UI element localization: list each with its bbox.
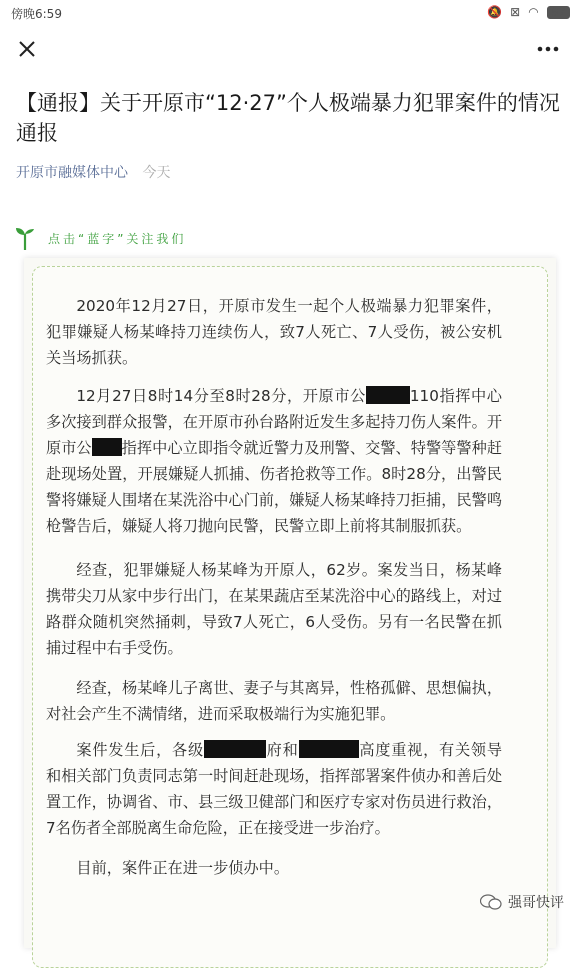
paragraph-5 (46, 737, 502, 841)
paragraph-2-part-c: 指挥中心立即指令就近警力及刑警、交警、特警等警种赶赴现场处置，开展嫌疑人抓捕、伤者抢救等工作。8时28分，出警民警将嫌疑人围堵在某洗浴中心门前，嫌疑人杨某峰持刀拒捕，民警鸣枪警告后，嫌疑人将刀抛向民警，民警立即上前将其制服抓获。 (46, 439, 503, 535)
follow-banner[interactable] (14, 226, 186, 250)
paragraph-5-part-b: 府和 (265, 741, 299, 759)
paragraph-5-part-a: 案件发生后，各级 (76, 741, 204, 759)
paragraph-1: 2020年12月27日，开原市发生一起个人极端暴力犯罪案件，犯罪嫌疑人杨某峰持刀连续伤人，致7人死亡、7人受伤，被公安机关当场抓获。 (46, 297, 502, 367)
redaction-block (299, 740, 359, 758)
redaction-block (92, 438, 122, 456)
wechat-icon (480, 894, 502, 910)
status-icons (487, 5, 570, 19)
author-link[interactable]: 开原市融媒体中心 (16, 165, 128, 181)
redaction-block (204, 740, 266, 758)
status-time: 傍晚6:59 (11, 7, 62, 21)
paragraph-3: 经查，犯罪嫌疑人杨某峰为开原人，62岁。案发当日，杨某峰携带尖刀从家中步行出门，在某果蔬店至某洗浴中心的路线上，对过路群众随机突然捅刺，导致7人死亡，6人受伤。另有一名民警在抓捕过程中右手受伤。 (46, 561, 502, 657)
battery-indicator: 97 (547, 6, 570, 19)
status-bar (0, 0, 580, 26)
paragraph-2-part-a: 12月27日8时14分至8时28分，开原市公 (76, 387, 366, 405)
more-button[interactable] (534, 38, 562, 60)
article-title: 【通报】关于开原市“12·27”个人极端暴力犯罪案件的情况通报 (16, 91, 560, 145)
more-icon (534, 38, 562, 60)
watermark-text: 强哥快评 (508, 895, 564, 911)
watermark (480, 892, 564, 912)
close-icon (16, 38, 38, 60)
wifi-icon: ◠ (528, 5, 539, 19)
follow-prompt: 点击“蓝字”关注我们 (48, 231, 187, 246)
paragraph-2 (46, 383, 502, 539)
bell-off-icon: 🔕 (487, 5, 503, 19)
close-button[interactable] (16, 38, 38, 60)
sprout-icon (14, 226, 36, 250)
paragraph-6: 目前，案件正在进一步侦办中。 (76, 859, 290, 877)
close-box-icon: ⊠ (510, 5, 521, 19)
paragraph-2-part-b: 110指挥中心多次接到群众报警，在开原市孙台路附近发生多起持刀伤人案件。开原市公 (46, 387, 502, 457)
paragraph-5-part-c: 高度重视，有关领导和相关部门负责同志第一时间赶赴现场，指挥部署案件侦办和善后处置工作，协调省、市、县三级卫健部门和医疗专家对伤员进行救治，7名伤者全部脱离生命危险，正在接受进一步治疗。 (46, 741, 503, 837)
nav-bar (0, 26, 580, 72)
redaction-block (366, 386, 410, 404)
article-meta (16, 162, 170, 182)
publish-date: 今天 (142, 165, 171, 181)
paragraph-4: 经查，杨某峰儿子离世、妻子与其离异，性格孤僻、思想偏执，对社会产生不满情绪，进而采取极端行为实施犯罪。 (46, 679, 502, 723)
